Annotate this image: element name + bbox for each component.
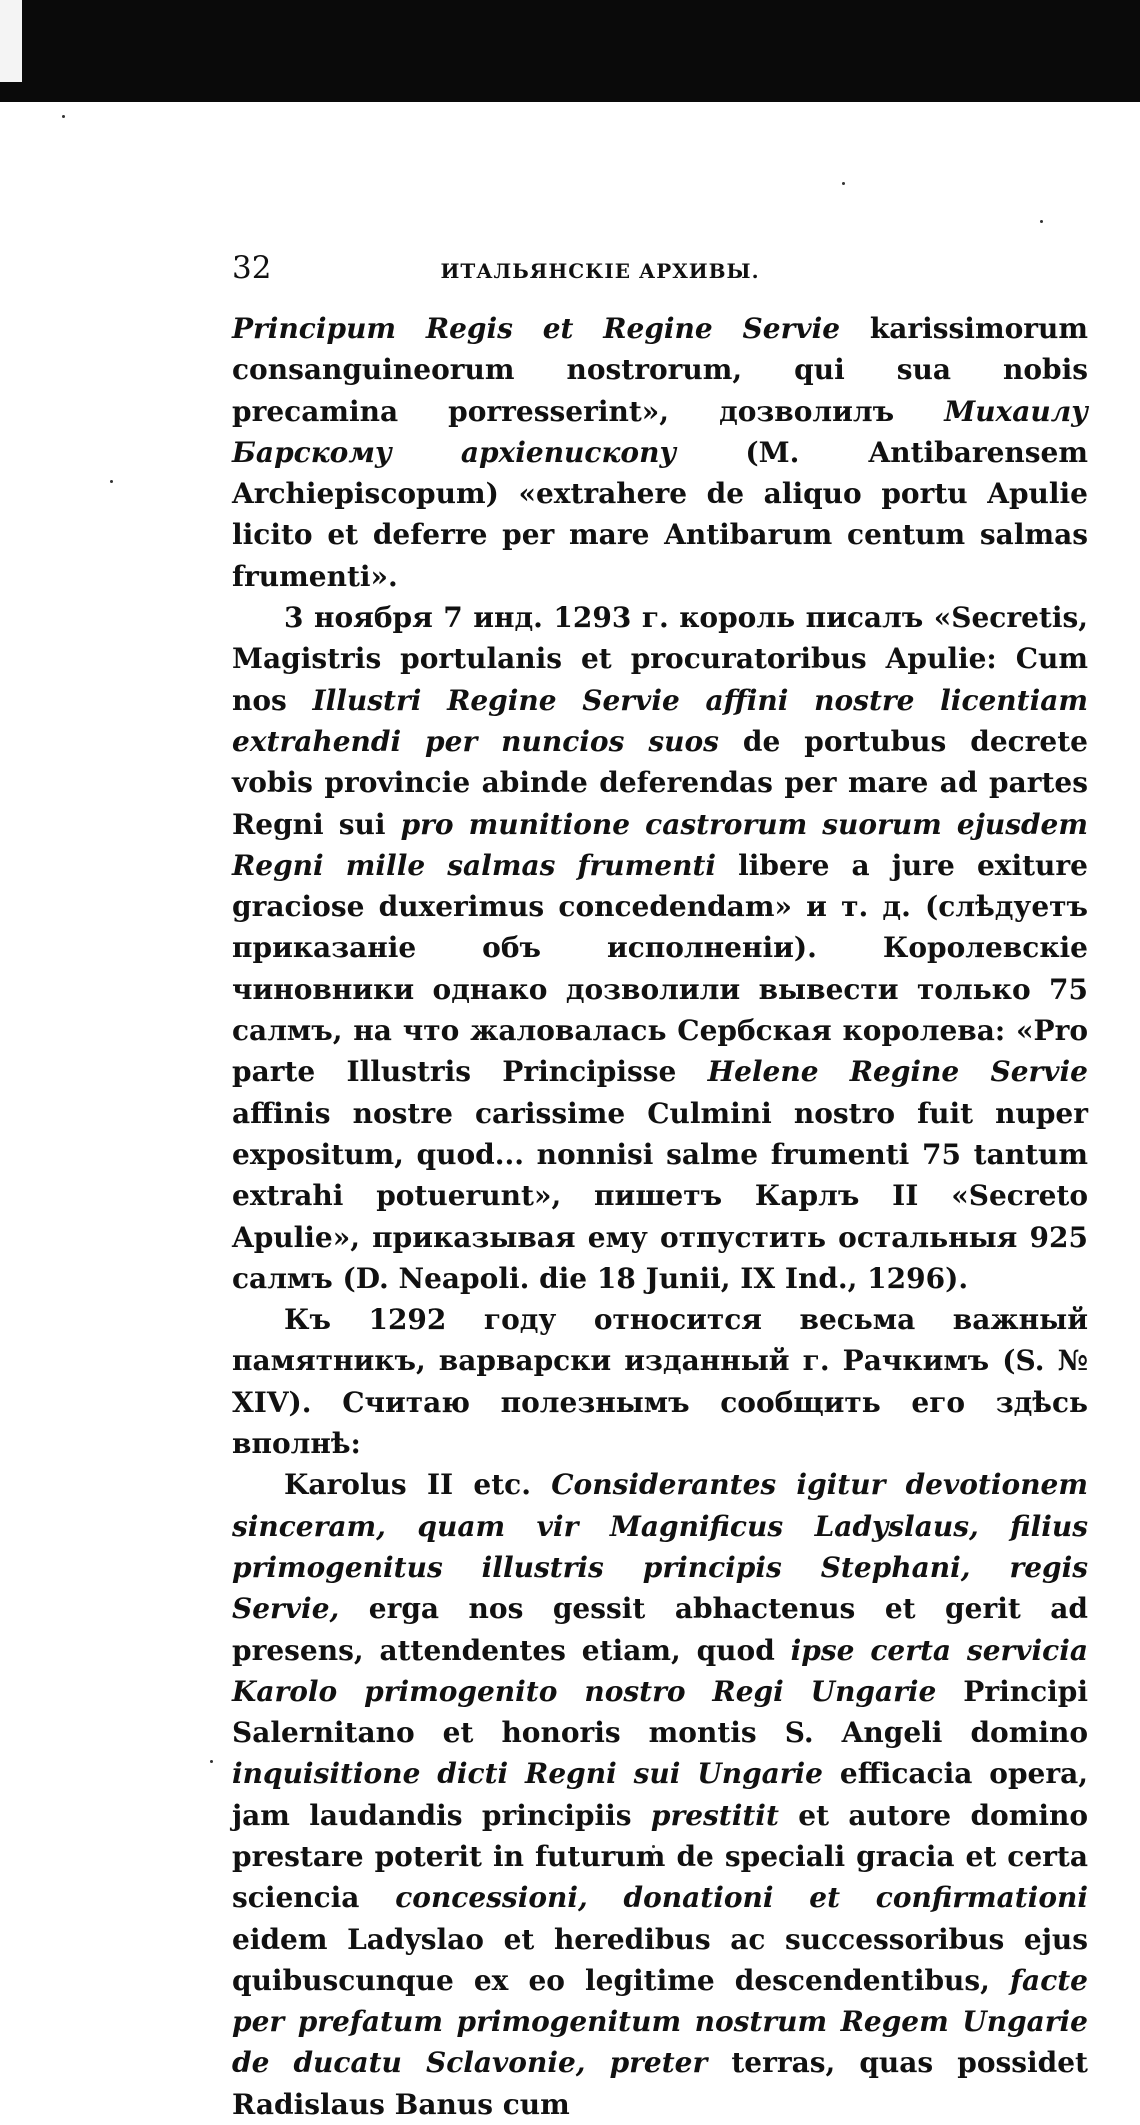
- italic-run: ipse certa servicia Karolo primogenito nostro Regi Ungarie: [232, 1633, 1088, 1708]
- text-run: de portubus decrete vobis provincie abinde deferendas per mare ad partes Regni sui: [232, 724, 1088, 841]
- scan-speck: [210, 1760, 213, 1763]
- scan-edge-mark: [0, 0, 22, 82]
- italic-run: inquisitione dicti Regni sui Ungarie: [232, 1757, 823, 1791]
- italic-run: Illustri Regine Servie affini nostre licentiam extrahendi per nuncios suos: [232, 683, 1088, 758]
- running-title: ИТАЛЬЯНСКІЕ АРХИВЫ.: [440, 259, 760, 283]
- italic-run: Михаилу Барскому архіепископу: [232, 394, 1088, 469]
- italic-run: Considerantes igitur devotionem sinceram, quam vir Magnificus Ladyslaus, filius primogenitus illustris principis Stephani, regis Servie,: [232, 1468, 1088, 1626]
- italic-run: prestitit: [650, 1798, 779, 1832]
- scan-speck: [62, 115, 65, 118]
- italic-run: Principum Regis et Regine Servie: [232, 312, 841, 345]
- text-run: affinis nostre carissime Culmini nostro fuit nuper expositum, quod... nonnisi salme frumenti 75 tantum extrahi potuerunt», пишетъ Карлъ II «Secreto Apulie», приказывая ему отпустить остальныя 925 салмъ (D. Neapoli. die 18 Junii, IX Ind., 1296).: [232, 1096, 1088, 1295]
- paragraph-3: [232, 1299, 1088, 1464]
- text-run: (M. Antibarensem Archiepiscopum) «extrahere de aliquo portu Apulie licito et deferre per mare Antibarum centum salmas frumenti».: [232, 435, 1088, 593]
- italic-run: facte per prefatum primogenitum nostrum Regem Ungarie de ducatu Sclavonie, preter: [232, 1963, 1088, 2080]
- text-run: eidem Ladyslao et heredibus ac successoribus ejus quibuscunque ex eo legitime descendentibus,: [232, 1922, 1088, 1997]
- text-run: terras, quas possidet Radislaus Banus cum: [232, 2046, 1088, 2121]
- text-run: erga nos gessit abhactenus et gerit ad presens, attendentes etiam, quod: [232, 1592, 1088, 1667]
- paragraph-1: [232, 308, 1088, 597]
- book-page: [232, 250, 1088, 2125]
- italic-run: Helene Regine Servie: [707, 1055, 1088, 1089]
- text-run: efficacia opera, jam laudandis principiis: [232, 1757, 1088, 1832]
- page-number: 32: [232, 250, 272, 286]
- scan-speck: [1040, 220, 1043, 223]
- text-run: karissimorum consanguineorum nostrorum, qui sua nobis precamina porresserint», дозволилъ: [232, 312, 1088, 428]
- text-run: libere a jure exiture graciose duxerimus concedendam» и т. д. (слѣдуетъ приказаніе объ исполненіи). Королевскіе чиновники однако дозволили вывести только 75 салмъ, на что жаловалась Сербская королева: «Pro parte Illustris Principisse: [232, 848, 1088, 1089]
- scan-speck: [842, 182, 845, 185]
- text-run: 3 ноября 7 инд. 1293 г. король писалъ «Secretis, Magistris portulanis et procuratoribus Apulie: Cum nos: [232, 601, 1088, 717]
- text-run: Къ 1292 году относится весьма важный памятникъ, варварски изданный г. Рачкимъ (S. № XIV). Считаю полезнымъ сообщить его здѣсь вполнѣ:: [232, 1303, 1088, 1461]
- paragraph-4: [232, 1464, 1088, 2125]
- text-run: Principi Salernitano et honoris montis S. Angeli domino: [232, 1674, 1088, 1750]
- text-run: Karolus II etc.: [284, 1468, 552, 1502]
- text-run: et autore domino prestare poterit in futurum de speciali gracia et certa sciencia: [232, 1798, 1089, 1915]
- paragraph-2: [232, 597, 1088, 1299]
- italic-run: pro munitione castrorum suorum ejusdem Regni mille salmas frumenti: [232, 807, 1088, 882]
- running-head: [232, 250, 1088, 290]
- scan-speck: [110, 480, 113, 483]
- italic-run: concessioni, donationi et confirmationi: [395, 1881, 1088, 1915]
- scan-border-top: [0, 0, 1140, 102]
